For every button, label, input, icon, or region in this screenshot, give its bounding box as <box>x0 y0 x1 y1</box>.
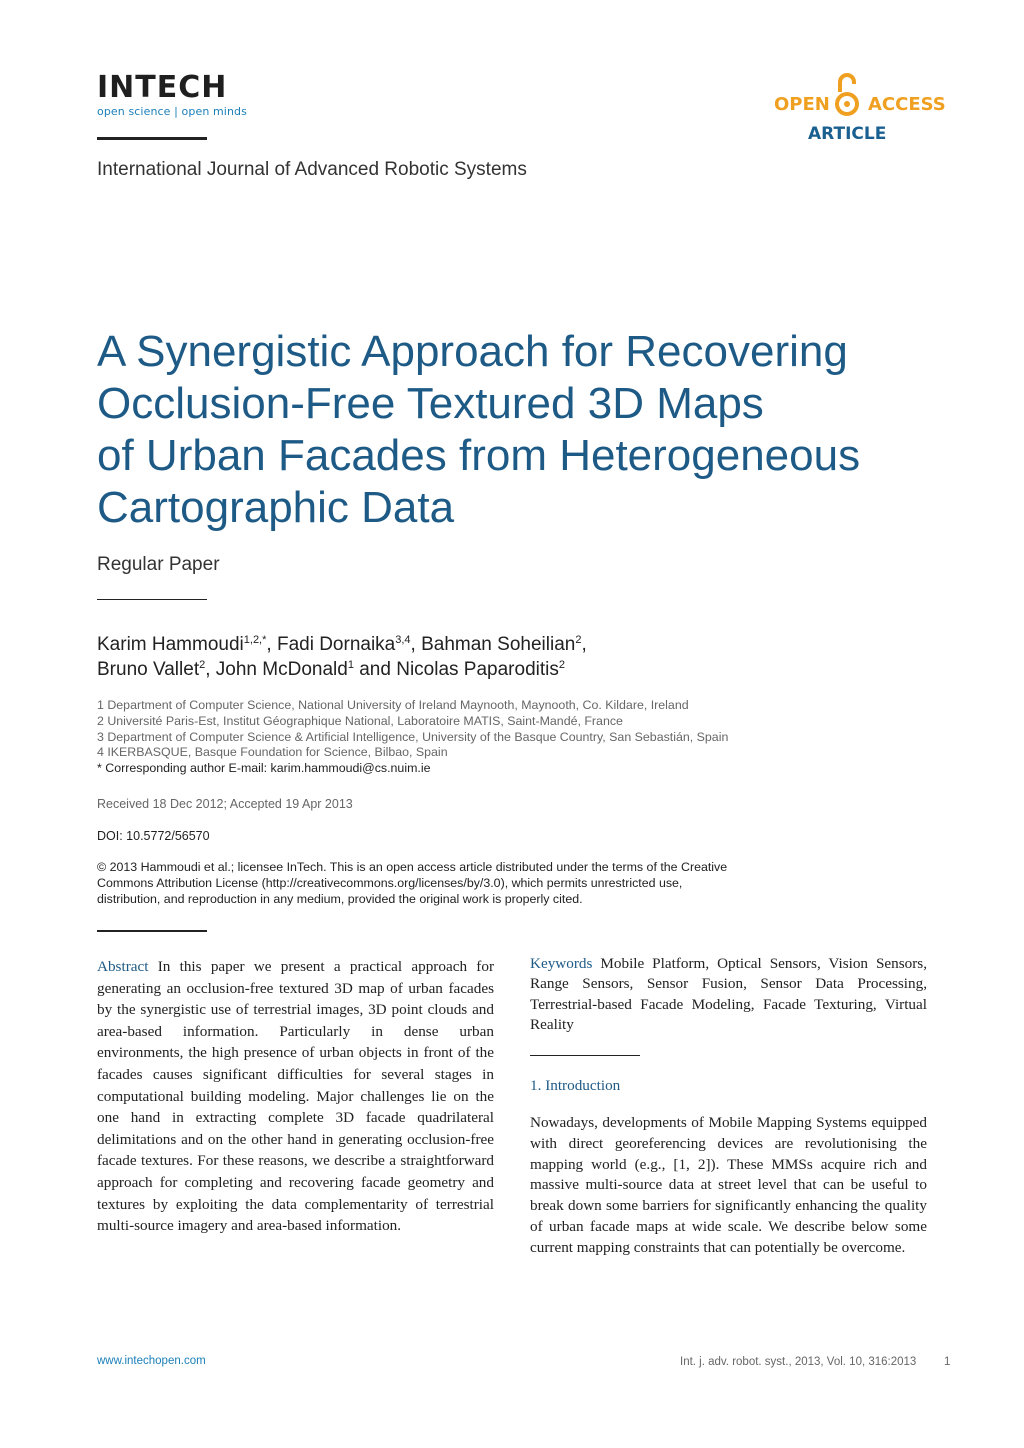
received-accepted-dates: Received 18 Dec 2012; Accepted 19 Apr 2013 <box>97 797 353 811</box>
doi[interactable]: DOI: 10.5772/56570 <box>97 829 210 843</box>
author-affil-mark: 1,2,* <box>243 634 267 646</box>
author-affil-mark: 2 <box>575 634 582 646</box>
open-lock-icon <box>834 70 860 120</box>
introduction-heading: 1. Introduction <box>530 1077 621 1094</box>
paper-title <box>97 326 917 534</box>
title-line: of Urban Facades from Heterogeneous <box>97 431 861 480</box>
abstract <box>97 956 494 1237</box>
oa-access-label: ACCESS <box>868 94 946 115</box>
affiliation-item: 3 Department of Computer Science & Artificial Intelligence, University of the Basque Country, San Sebastián, Spain <box>97 729 729 744</box>
license-notice <box>97 860 797 907</box>
paper-type-divider <box>97 599 207 600</box>
author-name: Bruno Vallet <box>97 659 200 680</box>
keywords-divider <box>530 1055 640 1056</box>
abstract-text: In this paper we present a practical approach for generating an occlusion-free textured 3D map of urban facades by the synergistic use of terrestrial images, 3D point clouds and area-based information. Particularly in dense urban environments, the high presence of urban objects in front of the facades causes significant difficulties for several stages in computational building modeling. Major challenges lie on the one hand in extracting complete 3D facade quadrilateral delimitations and on the other hand in generating occlusion-free facade textures. For these reasons, we describe a straightforward approach for completing and recovering facade geometry and textures by exploiting the data complementarity of terrestrial multi-source imagery and area-based information. <box>97 958 494 1235</box>
affiliation-item: 2 Université Paris-Est, Institut Géographique National, Laboratoire MATIS, Saint-Mandé, France <box>97 713 623 728</box>
oa-open-label: OPEN <box>774 94 830 115</box>
author-conjunction: and <box>359 659 391 680</box>
open-access-badge <box>774 70 946 150</box>
logo-divider <box>97 137 207 140</box>
keywords-text: Mobile Platform, Optical Sensors, Vision Sensors, Range Sensors, Sensor Fusion, Sensor Data Processing, Terrestrial-based Facade Modeling, Facade Texturing, Virtual Reality <box>530 955 927 1033</box>
author-name: Nicolas Paparoditis <box>396 659 559 680</box>
author-name: John McDonald <box>215 659 348 680</box>
license-line: Commons Attribution License (http://creativecommons.org/licenses/by/3.0), which permits unrestricted use, <box>97 875 683 890</box>
title-line: Cartographic Data <box>97 483 455 532</box>
logo-tagline: open science | open minds <box>97 105 247 118</box>
corresponding-author: * Corresponding author E-mail: karim.hammoudi@cs.nuim.ie <box>97 761 431 776</box>
title-line: A Synergistic Approach for Recovering <box>97 327 848 376</box>
author-name: Bahman Soheilian <box>421 634 576 655</box>
section-divider <box>97 930 207 932</box>
introduction-text: Nowadays, developments of Mobile Mapping Systems equipped with direct georeferencing devices are revolutionising the mapping world (e.g., [1, 2]). These MMSs acquire rich and massive multi-source data at street level that can be useful to break down some barriers for significantly enhancing the quality of urban facade maps at wide scale. We describe below some current mapping constraints that can potentially be overcome. <box>530 1114 927 1256</box>
author-affil-mark: 2 <box>199 659 206 671</box>
author-affil-mark: 3,4 <box>395 634 411 646</box>
page-number: 1 <box>944 1356 951 1368</box>
title-line: Occlusion-Free Textured 3D Maps <box>97 379 764 428</box>
footer-url[interactable]: www.intechopen.com <box>97 1355 206 1367</box>
abstract-label: Abstract <box>97 958 149 975</box>
footer-citation: Int. j. adv. robot. syst., 2013, Vol. 10, 316:2013 <box>680 1356 917 1368</box>
logo-wordmark: INTECH <box>97 70 228 105</box>
author-affil-mark: 2 <box>558 659 565 671</box>
oa-article-label: ARTICLE <box>808 124 887 144</box>
affiliation-item: 1 Department of Computer Science, National University of Ireland Maynooth, Maynooth, Co. Kildare, Ireland <box>97 698 689 712</box>
affiliations <box>97 698 728 777</box>
license-line: © 2013 Hammoudi et al.; licensee InTech. This is an open access article distributed under the terms of the Creative <box>97 860 728 874</box>
affiliation-item: 4 IKERBASQUE, Basque Foundation for Science, Bilbao, Spain <box>97 745 448 760</box>
license-line: distribution, and reproduction in any medium, provided the original work is properly cited. <box>97 891 583 906</box>
journal-name: International Journal of Advanced Robotic Systems <box>97 159 527 180</box>
author-name: Fadi Dornaika <box>276 634 396 655</box>
keywords <box>530 954 927 1035</box>
author-list: Karim Hammoudi$^{1,2,*}$, Fadi Dornaika$^{3,4}$, Bahman Soheilian$^2$, Bruno Vallet$^2$, John McDonald$^1$ and Nicolas Paparoditis$^2$ <box>97 634 587 680</box>
keywords-label: Keywords <box>530 955 593 972</box>
intech-logo <box>97 72 247 118</box>
paper-type: Regular Paper <box>97 554 220 575</box>
author-affil-mark: 1 <box>347 659 354 671</box>
author-name: Karim Hammoudi <box>97 634 244 655</box>
